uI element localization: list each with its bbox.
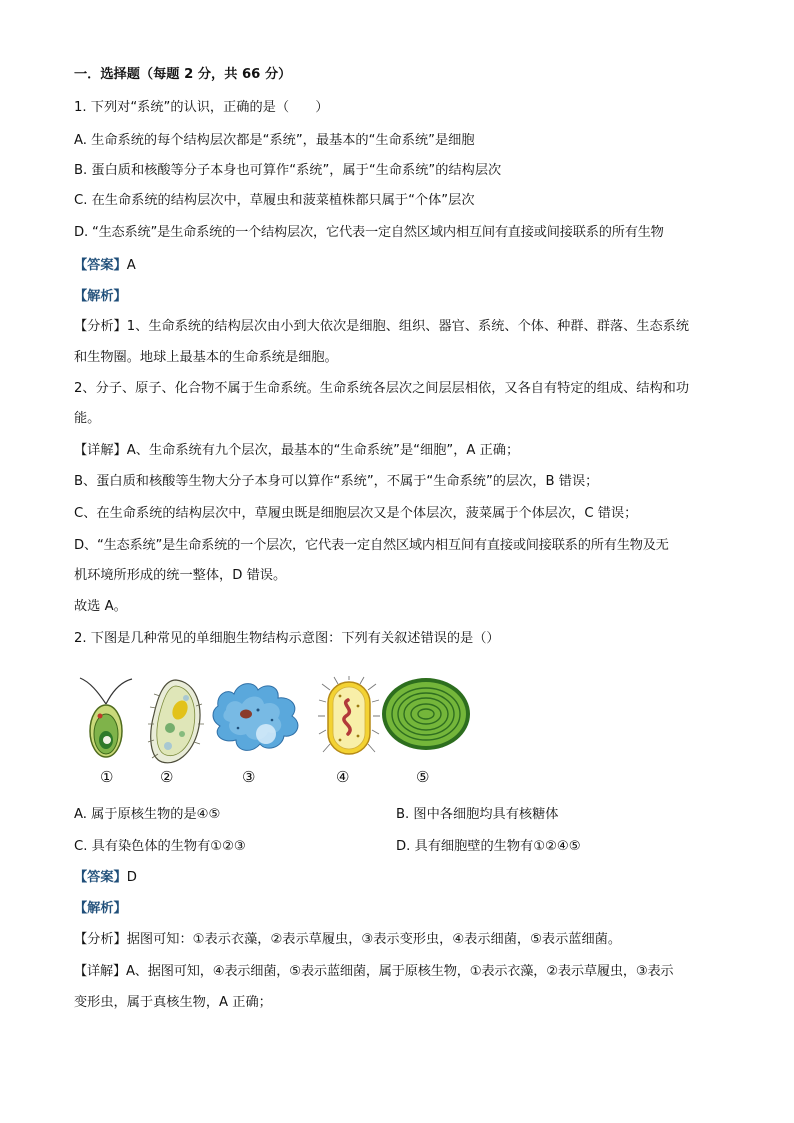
q2-option-b: B. 图中各细胞均具有核糖体 [396, 807, 559, 822]
q1-answer-line [74, 257, 136, 275]
q1-analysis-line: 机环境所形成的统一整体，D 错误。 [74, 568, 287, 583]
chlamydomonas-illustration [76, 676, 136, 766]
q1-analysis-line: D、“生态系统”是生命系统的一个层次，它代表一定自然区域内相互间有直接或间接联系的所有生物及无 [74, 538, 669, 553]
q2-analysis-line: 【详解】A、据图可知，④表示细菌，⑤表示蓝细菌，属于原核生物，①表示衣藻，②表示草履虫，③表示 [74, 964, 674, 979]
q1-analysis-line: 和生物圈。地球上最基本的生命系统是细胞。 [74, 350, 338, 365]
q2-option-a: A. 属于原核生物的是④⑤ [74, 807, 221, 822]
q1-analysis-line: 能。 [74, 411, 101, 426]
q1-analysis-line: 2、分子、原子、化合物不属于生命系统。生命系统各层次之间层层相依，又各自有特定的组成、结构和功 [74, 381, 690, 396]
bacterium-illustration [318, 676, 380, 760]
figure-label: ① [100, 768, 114, 786]
q1-option-b: B. 蛋白质和核酸等分子本身也可算作“系统”，属于“生命系统”的结构层次 [74, 163, 502, 178]
organism-figure [74, 676, 494, 788]
q1-option-d: D. “生态系统”是生命系统的一个结构层次，它代表一定自然区域内相互间有直接或间接联系的所有生物 [74, 225, 664, 240]
q1-analysis-line: 故选 A。 [74, 599, 127, 614]
q2-analysis-line: 变形虫，属于真核生物，A 正确； [74, 995, 272, 1010]
figure-label: ② [160, 768, 174, 786]
answer-tag: 【答案】 [74, 870, 127, 885]
answer-tag: 【答案】 [74, 258, 127, 273]
q2-stem: 2. 下图是几种常见的单细胞生物结构示意图：下列有关叙述错误的是（） [74, 631, 500, 646]
q1-option-a: A. 生命系统的每个结构层次都是“系统”，最基本的“生命系统”是细胞 [74, 133, 475, 148]
figure-label: ③ [242, 768, 256, 786]
section-title: 一．选择题（每题 2 分，共 66 分） [74, 67, 292, 82]
amoeba-illustration [210, 676, 306, 756]
q1-analysis-tag: 【解析】 [74, 289, 127, 304]
q1-analysis-line: 【详解】A、生命系统有九个层次，最基本的“生命系统”是“细胞”，A 正确； [74, 443, 520, 458]
figure-label: ⑤ [416, 768, 430, 786]
q1-analysis-line: 【分析】1、生命系统的结构层次由小到大依次是细胞、组织、器官、系统、个体、种群、群落、生态系统 [74, 319, 690, 334]
q1-stem: 1. 下列对“系统”的认识，正确的是（ ） [74, 100, 329, 115]
q2-option-d: D. 具有细胞壁的生物有①②④⑤ [396, 839, 581, 854]
q2-analysis-line: 【分析】据图可知：①表示衣藻，②表示草履虫，③表示变形虫，④表示细菌，⑤表示蓝细菌。 [74, 932, 622, 947]
figure-label: ④ [336, 768, 350, 786]
q2-analysis-tag: 【解析】 [74, 901, 127, 916]
cyanobacterium-illustration [380, 676, 472, 752]
q1-analysis-line: C、在生命系统的结构层次中，草履虫既是细胞层次又是个体层次，菠菜属于个体层次，C 错误； [74, 506, 638, 521]
q1-answer: A [126, 258, 136, 273]
q2-answer: D [126, 870, 137, 885]
q2-option-c: C. 具有染色体的生物有①②③ [74, 839, 246, 854]
q2-answer-line [74, 869, 137, 887]
q1-option-c: C. 在生命系统的结构层次中，草履虫和菠菜植株都只属于“个体”层次 [74, 193, 475, 208]
paramecium-illustration [146, 676, 208, 768]
q1-analysis-line: B、蛋白质和核酸等生物大分子本身可以算作“系统”，不属于“生命系统”的层次，B 错误； [74, 474, 599, 489]
